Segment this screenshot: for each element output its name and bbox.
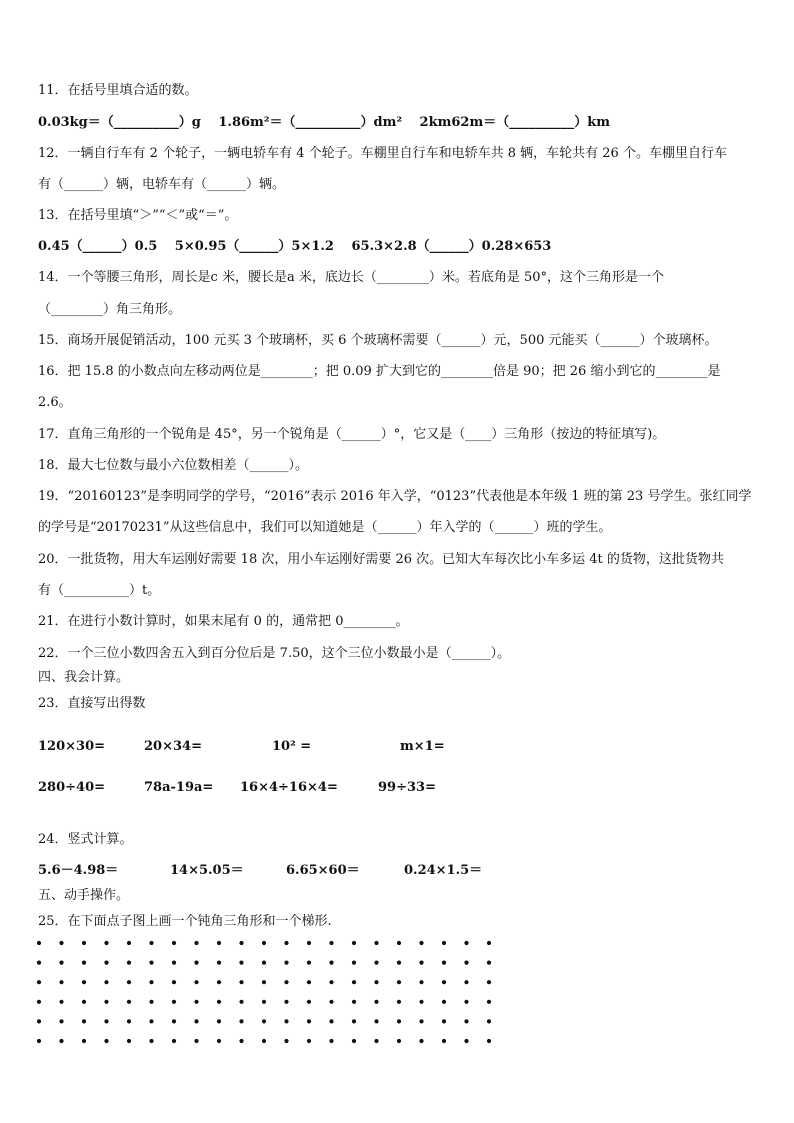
section-4-heading: 四、我会计算。 (38, 670, 130, 685)
grid-dot[interactable] (487, 961, 491, 965)
grid-dot[interactable] (59, 941, 63, 945)
grid-dot[interactable] (284, 980, 288, 984)
q11-title: 11．在括号里填合适的数。 (38, 83, 198, 98)
section-5-heading: 五、动手操作。 (38, 888, 130, 903)
grid-dot[interactable] (104, 1000, 108, 1004)
grid-dot[interactable] (464, 941, 468, 945)
grid-dot[interactable] (307, 1039, 311, 1043)
grid-dot[interactable] (464, 1039, 468, 1043)
grid-dot[interactable] (172, 980, 176, 984)
grid-dot[interactable] (127, 941, 131, 945)
grid-dot[interactable] (194, 961, 198, 965)
q24-item-1: 5.6－4.98＝ (38, 863, 119, 878)
grid-dot[interactable] (262, 1000, 266, 1004)
grid-dot[interactable] (442, 1019, 446, 1023)
grid-dot[interactable] (262, 1019, 266, 1023)
q25-title: 25．在下面点子图上画一个钝角三角形和一个梯形. (38, 914, 332, 929)
grid-dot[interactable] (374, 1039, 378, 1043)
grid-dot[interactable] (239, 980, 243, 984)
q13-title: 13．在括号里填“＞”“＜”或“＝”。 (38, 208, 238, 223)
q24-item-4: 0.24×1.5＝ (404, 863, 483, 878)
q13-line: 0.45（______）0.5 5×0.95（______）5×1.2 65.3×2.8（______）0.28×653 (38, 239, 552, 254)
grid-dot[interactable] (374, 941, 378, 945)
grid-dot[interactable] (262, 980, 266, 984)
grid-dot[interactable] (194, 1000, 198, 1004)
q23-r1-c3: 10² = (272, 739, 312, 754)
grid-dot[interactable] (397, 961, 401, 965)
grid-dot[interactable] (397, 941, 401, 945)
grid-dot[interactable] (59, 961, 63, 965)
grid-dot[interactable] (307, 1000, 311, 1004)
grid-dot[interactable] (397, 1039, 401, 1043)
grid-dot[interactable] (329, 980, 333, 984)
question-17: 17．直角三角形的一个锐角是 45°，另一个锐角是（______）°，它又是（____）三角形（按边的特征填写)。 (38, 427, 666, 442)
grid-dot[interactable] (307, 980, 311, 984)
q14-line2: （________）角三角形。 (38, 302, 182, 317)
grid-dot[interactable] (149, 980, 153, 984)
q23-r1-c4: m×1= (400, 739, 445, 754)
grid-dot[interactable] (487, 1000, 491, 1004)
q23-title: 23．直接写出得数 (38, 696, 146, 711)
grid-dot[interactable] (59, 1019, 63, 1023)
grid-dot[interactable] (374, 961, 378, 965)
q12-line1: 12．一辆自行车有 2 个轮子，一辆电轿车有 4 个轮子。车棚里自行车和电轿车共 8 辆，车轮共有 26 个。车棚里自行车 (38, 146, 727, 161)
grid-dot[interactable] (149, 961, 153, 965)
grid-dot[interactable] (464, 1019, 468, 1023)
grid-dot[interactable] (397, 1019, 401, 1023)
grid-dot[interactable] (239, 1000, 243, 1004)
grid-dot[interactable] (37, 1000, 41, 1004)
q23-r2-c2: 78a-19a= (144, 780, 214, 795)
grid-dot[interactable] (442, 1000, 446, 1004)
grid-dot[interactable] (419, 1000, 423, 1004)
grid-dot[interactable] (104, 961, 108, 965)
q16-line1: 16．把 15.8 的小数点向左移动两位是________；把 0.09 扩大到它的________倍是 90；把 26 缩小到它的________是 (38, 364, 721, 379)
grid-dot[interactable] (284, 1039, 288, 1043)
grid-dot[interactable] (37, 980, 41, 984)
q23-r1-c1: 120×30= (38, 739, 106, 754)
q24-item-3: 6.65×60＝ (286, 863, 360, 878)
grid-dot[interactable] (239, 961, 243, 965)
question-18: 18．最大七位数与最小六位数相差（______）。 (38, 458, 309, 473)
grid-dot[interactable] (464, 980, 468, 984)
grid-dot[interactable] (37, 941, 41, 945)
grid-dot[interactable] (217, 1039, 221, 1043)
grid-dot[interactable] (487, 1039, 491, 1043)
q12-line2: 有（______）辆，电轿车有（______）辆。 (38, 177, 286, 192)
grid-dot[interactable] (329, 1000, 333, 1004)
q16-line2: 2.6。 (38, 395, 72, 410)
grid-dot[interactable] (82, 1039, 86, 1043)
grid-dot[interactable] (194, 941, 198, 945)
grid-dot[interactable] (352, 941, 356, 945)
grid-dot[interactable] (59, 980, 63, 984)
grid-dot[interactable] (464, 1000, 468, 1004)
grid-dot[interactable] (262, 961, 266, 965)
grid-dot[interactable] (59, 1039, 63, 1043)
q20-line1: 20．一批货物，用大车运刚好需要 18 次，用小车运刚好需要 26 次。已知大车每次比小车多运 4t 的货物，这批货物共 (38, 552, 724, 567)
grid-dot[interactable] (172, 941, 176, 945)
grid-dot[interactable] (262, 941, 266, 945)
grid-dot[interactable] (239, 1019, 243, 1023)
grid-dot[interactable] (419, 980, 423, 984)
grid-dot[interactable] (487, 980, 491, 984)
q23-r2-c3: 16×4÷16×4= (240, 780, 338, 795)
q14-line1: 14．一个等腰三角形，周长是c 米，腰长是a 米，底边长（________）米。若底角是 50°，这个三角形是一个 (38, 270, 665, 285)
grid-dot[interactable] (284, 941, 288, 945)
grid-dot[interactable] (149, 1000, 153, 1004)
grid-dot[interactable] (217, 961, 221, 965)
question-22: 22．一个三位小数四舍五入到百分位后是 7.50，这个三位小数最小是（______）。 (38, 646, 511, 661)
grid-dot[interactable] (149, 1039, 153, 1043)
grid-dot[interactable] (172, 1039, 176, 1043)
grid-dot[interactable] (352, 1019, 356, 1023)
question-15: 15．商场开展促销活动，100 元买 3 个玻璃杯，买 6 个玻璃杯需要（______）元，500 元能买（______）个玻璃杯。 (38, 333, 718, 348)
grid-dot[interactable] (262, 1039, 266, 1043)
grid-dot[interactable] (419, 961, 423, 965)
grid-dot[interactable] (419, 1039, 423, 1043)
grid-dot[interactable] (194, 1039, 198, 1043)
grid-dot[interactable] (442, 961, 446, 965)
question-21: 21．在进行小数计算时，如果末尾有 0 的，通常把 0________。 (38, 614, 409, 629)
grid-dot[interactable] (82, 941, 86, 945)
grid-dot[interactable] (217, 1019, 221, 1023)
grid-dot[interactable] (37, 1039, 41, 1043)
q24-title: 24．竖式计算。 (38, 832, 133, 847)
grid-dot[interactable] (127, 1039, 131, 1043)
grid-dot[interactable] (82, 1019, 86, 1023)
grid-dot[interactable] (217, 1000, 221, 1004)
grid-dot[interactable] (374, 980, 378, 984)
grid-dot[interactable] (104, 1039, 108, 1043)
grid-dot[interactable] (329, 941, 333, 945)
grid-dot[interactable] (239, 941, 243, 945)
grid-dot[interactable] (442, 941, 446, 945)
grid-dot[interactable] (329, 1019, 333, 1023)
grid-dot[interactable] (284, 1000, 288, 1004)
q20-line2: 有（__________）t。 (38, 583, 161, 598)
grid-dot[interactable] (329, 1039, 333, 1043)
grid-dot[interactable] (284, 1019, 288, 1023)
grid-dot[interactable] (59, 1000, 63, 1004)
grid-dot[interactable] (82, 1000, 86, 1004)
grid-dot[interactable] (172, 1000, 176, 1004)
q23-r2-c1: 280÷40= (38, 780, 106, 795)
q19-line1: 19．“20160123”是李明同学的学号，“2016”表示 2016 年入学，“0123”代表他是本年级 1 班的第 23 号学生。张红同学 (38, 489, 752, 504)
grid-dot[interactable] (82, 980, 86, 984)
grid-dot[interactable] (307, 1019, 311, 1023)
grid-dot[interactable] (149, 1019, 153, 1023)
grid-dot[interactable] (217, 941, 221, 945)
grid-dot[interactable] (464, 961, 468, 965)
grid-dot[interactable] (397, 980, 401, 984)
grid-dot[interactable] (37, 961, 41, 965)
grid-dot[interactable] (352, 961, 356, 965)
grid-dot[interactable] (284, 961, 288, 965)
grid-dot[interactable] (104, 1019, 108, 1023)
grid-dot[interactable] (172, 961, 176, 965)
grid-dot[interactable] (307, 941, 311, 945)
grid-dot[interactable] (104, 980, 108, 984)
q11-line: 0.03kg＝（__________）g 1.86m²＝（__________）dm² 2km62m＝（__________）km (38, 115, 610, 130)
grid-dot[interactable] (217, 980, 221, 984)
grid-dot[interactable] (127, 980, 131, 984)
grid-dot[interactable] (487, 1019, 491, 1023)
grid-dot[interactable] (442, 1039, 446, 1043)
q23-r1-c2: 20×34= (144, 739, 202, 754)
grid-dot[interactable] (239, 1039, 243, 1043)
grid-dot[interactable] (419, 1019, 423, 1023)
grid-dot[interactable] (127, 1019, 131, 1023)
grid-dot[interactable] (397, 1000, 401, 1004)
grid-dot[interactable] (442, 980, 446, 984)
grid-dot[interactable] (419, 941, 423, 945)
q24-item-2: 14×5.05＝ (170, 863, 244, 878)
q19-line2: 的学号是“20170231”从这些信息中，我们可以知道她是（______）年入学的（______）班的学生。 (38, 520, 612, 535)
grid-dot[interactable] (149, 941, 153, 945)
grid-dot[interactable] (352, 1000, 356, 1004)
grid-dot[interactable] (82, 961, 86, 965)
grid-dot[interactable] (352, 980, 356, 984)
grid-dot[interactable] (487, 941, 491, 945)
grid-dot[interactable] (104, 941, 108, 945)
grid-dot[interactable] (374, 1019, 378, 1023)
grid-dot[interactable] (127, 961, 131, 965)
grid-dot[interactable] (352, 1039, 356, 1043)
grid-dot[interactable] (37, 1019, 41, 1023)
grid-dot[interactable] (172, 1019, 176, 1023)
grid-dot[interactable] (329, 961, 333, 965)
grid-dot[interactable] (374, 1000, 378, 1004)
grid-dot[interactable] (194, 1019, 198, 1023)
grid-dot[interactable] (194, 980, 198, 984)
q23-r2-c4: 99÷33= (378, 780, 436, 795)
grid-dot[interactable] (307, 961, 311, 965)
grid-dot[interactable] (127, 1000, 131, 1004)
